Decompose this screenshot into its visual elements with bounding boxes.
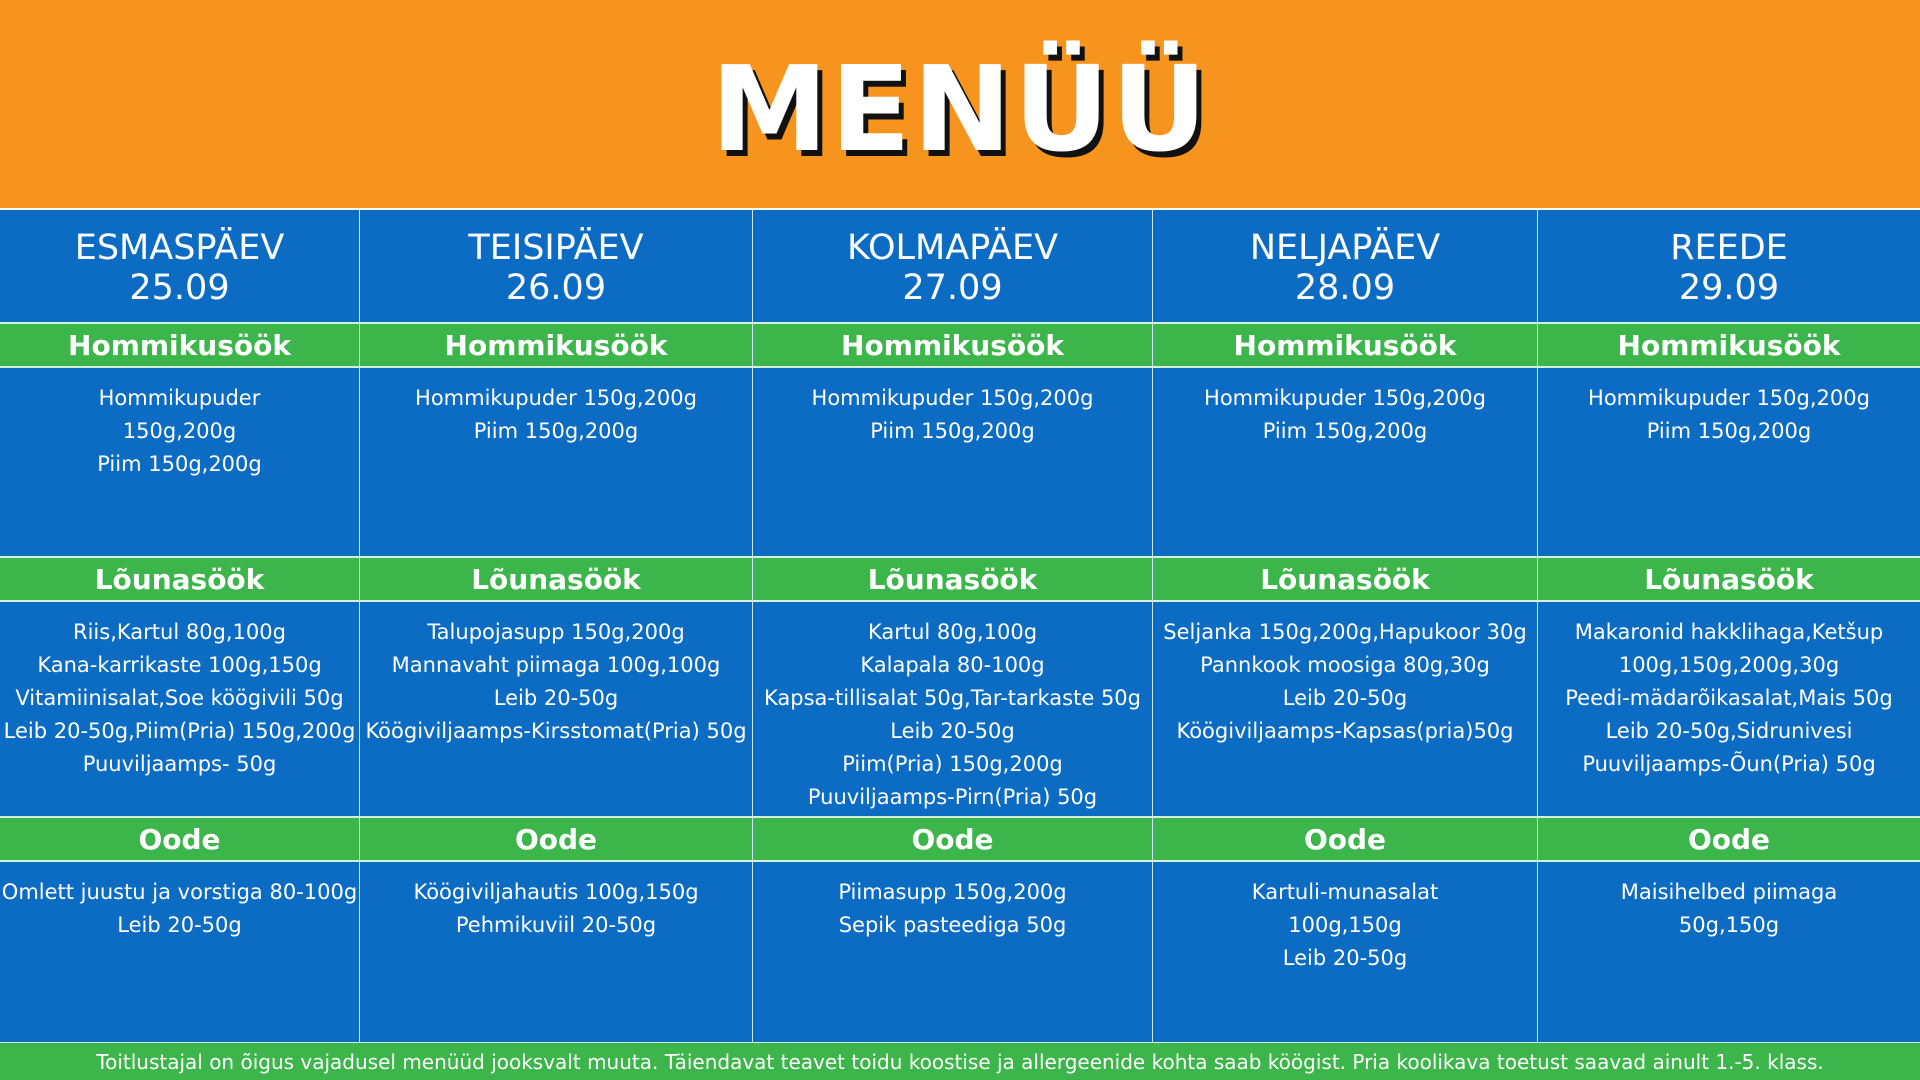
menu-grid [0,210,1920,1042]
menu-item: Köögiviljahautis 100g,150g [413,880,699,904]
menu-item: Pannkook moosiga 80g,30g [1200,653,1490,677]
day-name: KOLMAPÄEV [846,228,1059,268]
menu-item: 50g,150g [1678,913,1780,937]
menu-item: Köögiviljaamps-Kirsstomat(Pria) 50g [365,719,747,743]
menu-item: Sepik pasteediga 50g [838,913,1067,937]
breakfast-heading: Hommikusöök [0,322,360,368]
snack-items [360,862,753,1042]
snack-heading: Oode [1538,816,1920,862]
menu-item: Peedi-mädarõikasalat,Mais 50g [1565,686,1893,710]
menu-item: Hommikupuder 150g,200g [1588,386,1870,410]
menu-item: Piimasupp 150g,200g [838,880,1067,904]
menu-item: Leib 20-50g [1282,946,1408,970]
day-date: 28.09 [1294,268,1396,308]
menu-item: Kartuli-munasalat [1251,880,1439,904]
menu-item: Pehmikuviil 20-50g [455,913,657,937]
menu-item: Hommikupuder 150g,200g [1204,386,1486,410]
breakfast-items [360,368,753,556]
lunch-heading: Lõunasöök [360,556,753,602]
snack-heading: Oode [1153,816,1538,862]
day-header [1538,210,1920,322]
menu-item: Hommikupuder [98,386,261,410]
snack-items [753,862,1153,1042]
menu-item: Piim 150g,200g [870,419,1035,443]
day-header [753,210,1153,322]
header-banner [0,0,1920,210]
day-date: 29.09 [1678,268,1780,308]
day-date: 25.09 [129,268,230,308]
snack-heading: Oode [0,816,360,862]
lunch-items [1153,602,1538,816]
menu-item: Maisihelbed piimaga [1620,880,1838,904]
lunch-heading: Lõunasöök [753,556,1153,602]
snack-items [1153,862,1538,1042]
menu-item: Hommikupuder 150g,200g [415,386,697,410]
menu-item: Mannavaht piimaga 100g,100g [391,653,721,677]
lunch-items [0,602,360,816]
breakfast-items [753,368,1153,556]
menu-item: Kartul 80g,100g [867,620,1038,644]
day-date: 27.09 [902,268,1003,308]
menu-item: Kapsa-tillisalat 50g,Tar-tarkaste 50g [763,686,1141,710]
menu-item: Riis,Kartul 80g,100g [73,620,286,644]
menu-item: Piim 150g,200g [473,419,639,443]
menu-item: Piim 150g,200g [97,452,262,476]
day-name: TEISIPÄEV [468,228,644,268]
breakfast-heading: Hommikusöök [1538,322,1920,368]
breakfast-heading: Hommikusöök [753,322,1153,368]
menu-item: 150g,200g [122,419,237,443]
snack-heading: Oode [753,816,1153,862]
footer-note: Toitlustajal on õigus vajadusel menüüd jooksvalt muuta. Täiendavat teavet toidu koostise ja allergeenide kohta saab köögist. Pria koolikava toetust saavad ainult 1.-5. klass. [0,1042,1920,1080]
breakfast-items [1538,368,1920,556]
menu-item: Seljanka 150g,200g,Hapukoor 30g [1163,620,1527,644]
menu-item: Leib 20-50g,Sidrunivesi [1605,719,1853,743]
day-name: NELJAPÄEV [1249,228,1441,268]
menu-item: 100g,150g,200g,30g [1618,653,1840,677]
menu-item: Kana-karrikaste 100g,150g [37,653,322,677]
day-name: ESMASPÄEV [74,228,285,268]
menu-item: Makaronid hakklihaga,Ketšup [1574,620,1884,644]
breakfast-items [0,368,360,556]
menu-item: 100g,150g [1288,913,1402,937]
lunch-items [360,602,753,816]
day-date: 26.09 [505,268,607,308]
lunch-heading: Lõunasöök [0,556,360,602]
breakfast-heading: Hommikusöök [1153,322,1538,368]
menu-item: Kalapala 80-100g [860,653,1045,677]
menu-item: Vitamiinisalat,Soe köögivili 50g [15,686,344,710]
day-header [360,210,753,322]
snack-items [1538,862,1920,1042]
menu-item: Piim 150g,200g [1262,419,1428,443]
menu-item: Hommikupuder 150g,200g [811,386,1094,410]
day-header [0,210,360,322]
lunch-items [1538,602,1920,816]
menu-item: Puuviljaamps- 50g [82,752,277,776]
menu-item: Puuviljaamps-Pirn(Pria) 50g [807,785,1098,809]
day-header [1153,210,1538,322]
lunch-items [753,602,1153,816]
breakfast-items [1153,368,1538,556]
breakfast-heading: Hommikusöök [360,322,753,368]
snack-heading: Oode [360,816,753,862]
menu-item: Piim(Pria) 150g,200g [842,752,1063,776]
menu-item: Leib 20-50g,Piim(Pria) 150g,200g [3,719,356,743]
page-title: MENÜÜ [710,40,1210,178]
snack-items [0,862,360,1042]
menu-item: Leib 20-50g [117,913,242,937]
menu-item: Talupojasupp 150g,200g [427,620,685,644]
menu-item: Leib 20-50g [493,686,619,710]
lunch-heading: Lõunasöök [1153,556,1538,602]
menu-item: Puuviljaamps-Õun(Pria) 50g [1582,752,1876,776]
menu-item: Leib 20-50g [890,719,1015,743]
lunch-heading: Lõunasöök [1538,556,1920,602]
menu-item: Köögiviljaamps-Kapsas(pria)50g [1176,719,1514,743]
menu-item: Piim 150g,200g [1646,419,1812,443]
day-name: REEDE [1670,228,1788,268]
menu-item: Leib 20-50g [1282,686,1408,710]
menu-item: Omlett juustu ja vorstiga 80-100g [1,880,358,904]
